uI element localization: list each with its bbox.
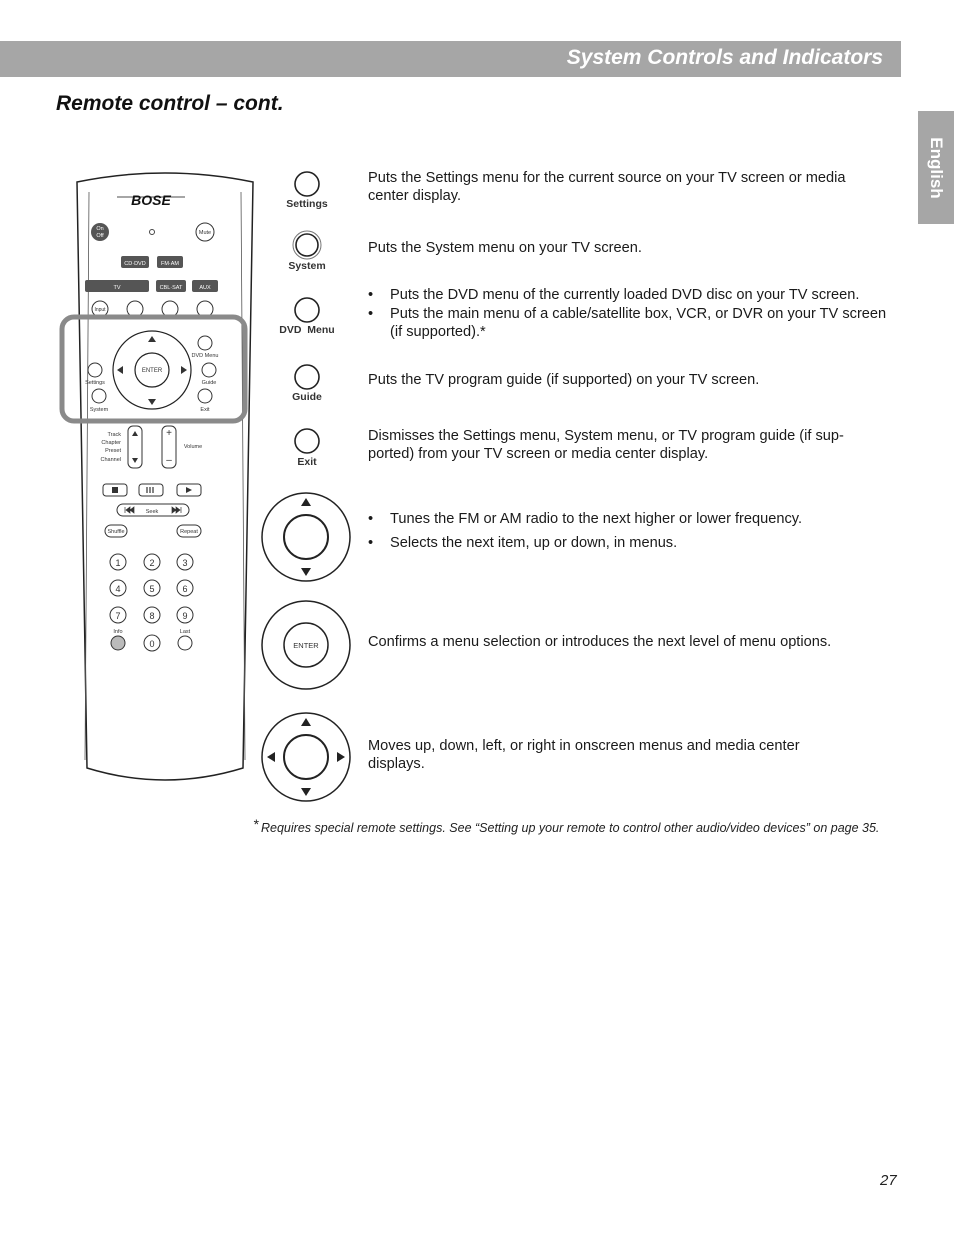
remote-source-aux: AUX <box>199 285 211 291</box>
svg-text:6: 6 <box>182 584 188 594</box>
exit-button-icon <box>295 429 319 453</box>
remote-source-tv: TV <box>113 285 121 291</box>
svg-text:On: On <box>96 226 104 232</box>
remote-preset-label: Preset <box>105 448 121 454</box>
dvd-menu-bullet: • Puts the DVD menu of the currently loaded DVD disc on your TV screen. <box>368 286 898 304</box>
header-bar <box>0 41 901 77</box>
up-down-description <box>368 510 888 552</box>
remote-shuffle-label: Shuffle <box>107 529 125 535</box>
remote-info-button <box>111 636 125 650</box>
svg-text:1: 1 <box>115 558 121 568</box>
remote-exit-button <box>198 389 212 403</box>
dvd-menu-icon-label: DVD Menu <box>279 324 335 336</box>
remote-volume-label: Volume <box>183 444 203 450</box>
system-description: Puts the System menu on your TV screen. <box>368 240 642 256</box>
header-title: System Controls and Indicators <box>566 46 883 69</box>
section-title: Remote control – cont. <box>56 92 284 115</box>
exit-description: Dismisses the Settings menu, System menu, or TV program guide (if sup-ported) from your TV screen or media center display. <box>368 428 844 462</box>
remote-info-label: Info <box>113 629 123 635</box>
remote-dvd-menu-label: DVD Menu <box>191 353 219 359</box>
remote-repeat-label: Repeat <box>180 529 198 535</box>
exit-icon-label: Exit <box>297 456 317 468</box>
enter-button-icon <box>262 601 350 689</box>
svg-text:8: 8 <box>149 611 155 621</box>
remote-track-label: Track <box>107 432 121 438</box>
remote-source-fm-am: FM·AM <box>160 261 180 267</box>
up-down-nav-icon <box>262 493 350 581</box>
enter-description: Confirms a menu selection or introduces the next level of menu options. <box>368 634 832 650</box>
remote-dvd-menu-button <box>198 336 212 350</box>
remote-seek-label: Seek <box>145 509 159 515</box>
remote-chapter-label: Chapter <box>101 440 121 446</box>
svg-text:9: 9 <box>182 611 188 621</box>
button-icon-column <box>250 160 360 810</box>
guide-icon-label: Guide <box>292 391 322 403</box>
remote-input-label: Input <box>94 307 106 313</box>
svg-text:3: 3 <box>182 558 188 568</box>
remote-settings-button <box>88 363 102 377</box>
remote-system-button <box>92 389 106 403</box>
guide-description: Puts the TV program guide (if supported) on your TV screen. <box>368 372 760 388</box>
settings-icon-label: Settings <box>286 198 328 210</box>
remote-channel-label: Channel <box>100 457 121 463</box>
remote-system-label: System <box>89 407 109 413</box>
remote-guide-button <box>202 363 216 377</box>
settings-button-icon <box>295 172 319 196</box>
remote-source-cbl-sat: CBL·SAT <box>159 285 183 291</box>
dvd-menu-description <box>368 286 898 341</box>
four-way-description: Moves up, down, left, or right in onscreen menus and media center displays. <box>368 738 800 772</box>
remote-guide-label: Guide <box>201 380 217 386</box>
remote-exit-label: Exit <box>200 407 210 413</box>
svg-text:7: 7 <box>115 611 121 621</box>
up-down-bullet: • Selects the next item, up or down, in menus. <box>368 534 888 552</box>
svg-text:2: 2 <box>149 558 155 568</box>
up-down-bullet: • Tunes the FM or AM radio to the next higher or lower frequency. <box>368 510 888 528</box>
settings-description: Puts the Settings menu for the current source on your TV screen or media center display. <box>368 170 846 204</box>
remote-source-cd-dvd: CD·DVD <box>124 261 146 267</box>
system-icon-label: System <box>288 260 326 272</box>
remote-last-button <box>178 636 192 650</box>
svg-text:+: + <box>166 428 172 439</box>
svg-text:4: 4 <box>115 584 121 594</box>
enter-icon-label: ENTER <box>293 641 319 650</box>
language-tab <box>918 111 954 224</box>
footnote-marker: * <box>253 816 259 832</box>
guide-button-icon <box>295 365 319 389</box>
svg-text:–: – <box>166 455 172 466</box>
remote-last-label: Last <box>179 629 191 635</box>
svg-text:5: 5 <box>149 584 155 594</box>
dvd-menu-button-icon <box>295 298 319 322</box>
remote-enter-label: ENTER <box>141 368 163 374</box>
remote-mute-label: Mute <box>198 230 212 236</box>
page-number: 27 <box>880 1172 897 1189</box>
footnote-text: Requires special remote settings. See “Setting up your remote to control other audio/video devices” on page 35. <box>261 821 880 835</box>
four-way-nav-icon <box>262 713 350 801</box>
remote-control-illustration <box>55 170 265 790</box>
dvd-menu-bullet: • Puts the main menu of a cable/satellite box, VCR, or DVR on your TV screen (if supported).* <box>368 305 898 341</box>
language-tab-label: English <box>927 136 946 199</box>
remote-settings-label: Settings <box>85 380 105 386</box>
remote-power-label: Off <box>96 233 104 239</box>
svg-text:0: 0 <box>149 639 155 649</box>
footnote <box>253 816 893 837</box>
remote-brand-logo: BOSE <box>131 192 171 208</box>
